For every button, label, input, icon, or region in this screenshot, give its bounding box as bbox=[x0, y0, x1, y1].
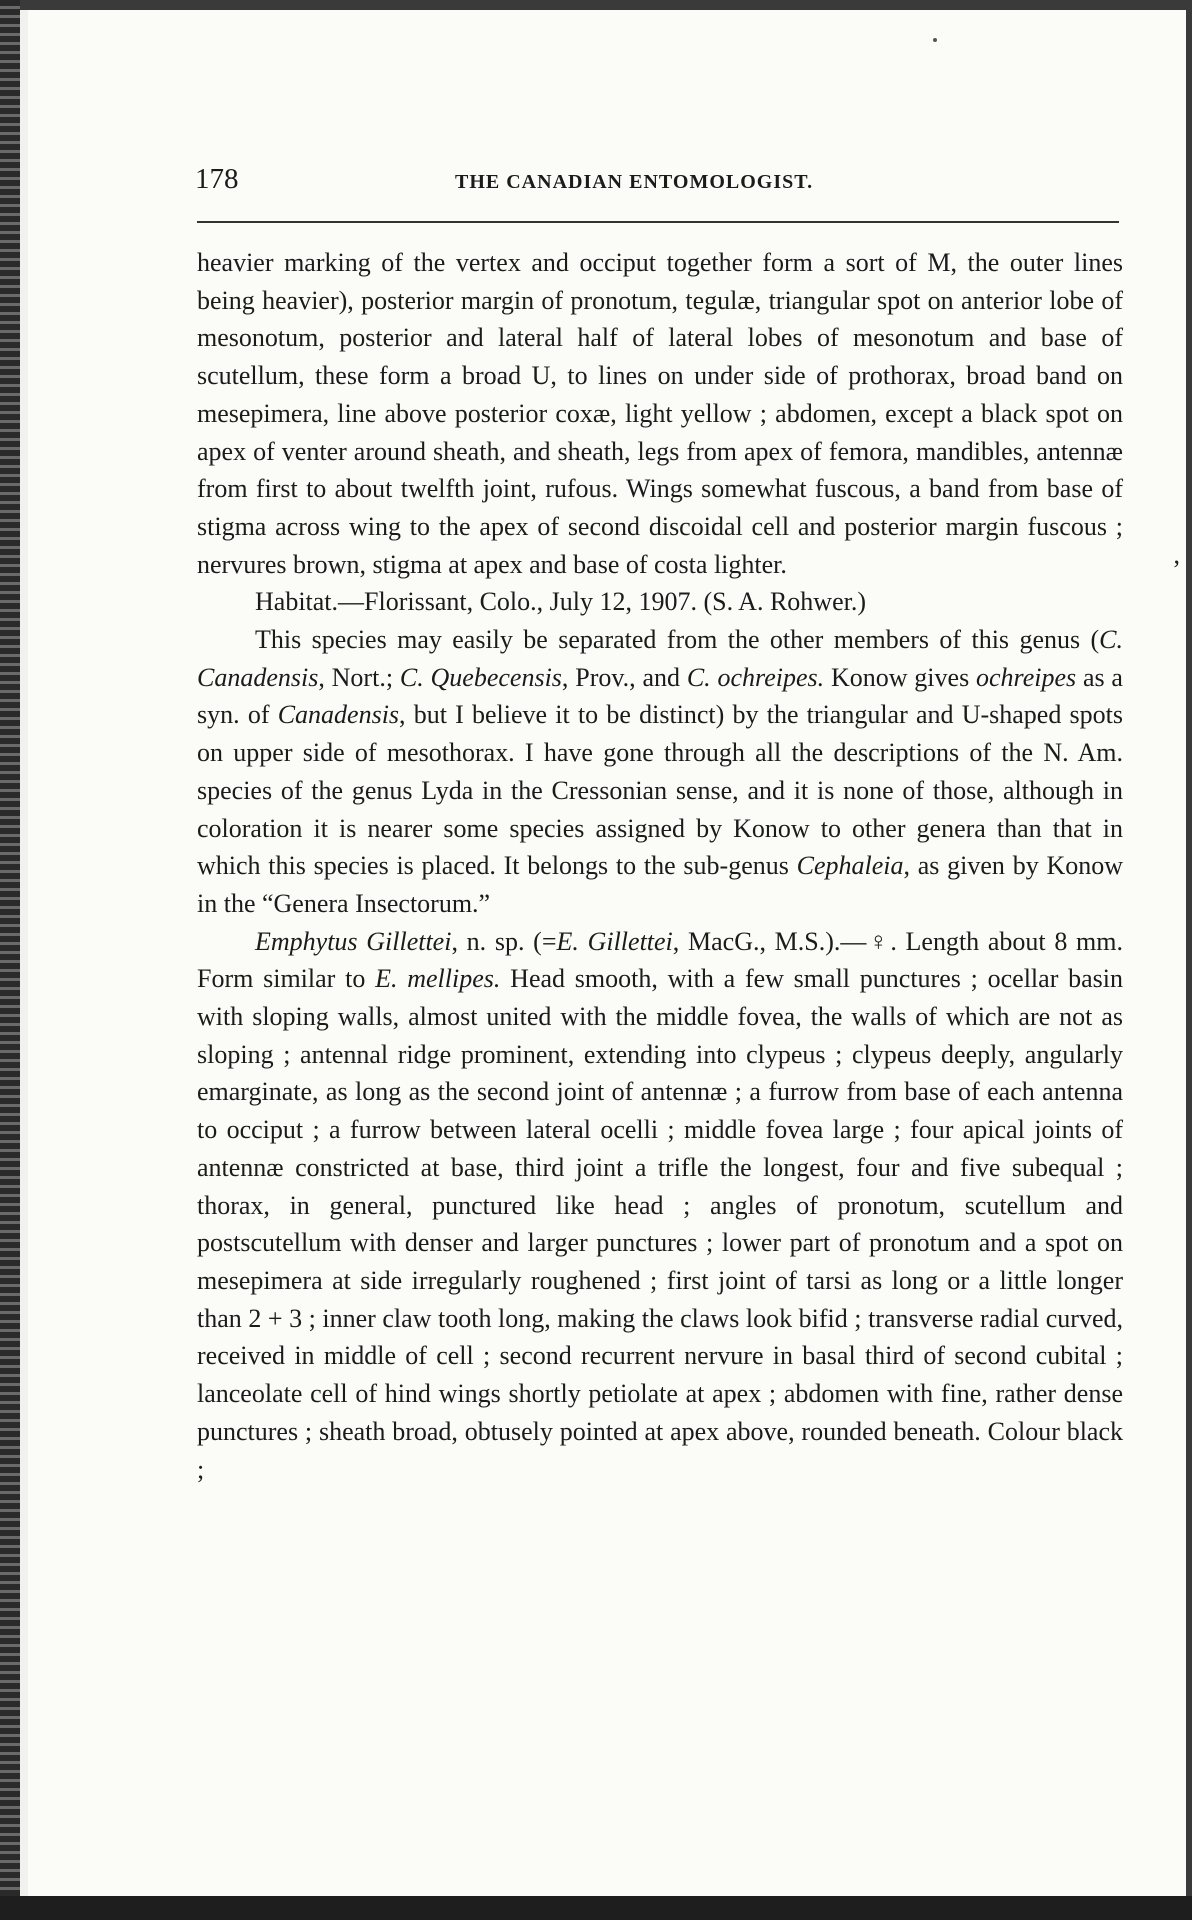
text-run: , n. sp. (= bbox=[451, 926, 557, 956]
italic-taxon: E. Gillettei bbox=[556, 926, 673, 956]
text-run: heavier marking of the vertex and occiput together form a sort of M, the outer lines being heavier), posterior margin of pronotum, tegulæ, triangular spot on anterior lobe of mesonotum, posterior and lateral half of lateral lobes of mesonotum and base of scutellum, these form a broad U, to lines on under side of prothorax, broad band on mesepimera, line above posterior coxæ, light yellow ; abdomen, except a black spot on apex of venter around sheath, and sheath, legs from apex of femora, mandibles, antennæ from first to about twelfth joint, rufous. Wings somewhat fuscous, a band from base of stigma across wing to the apex of second discoidal cell and posterior margin fuscous ; nervures brown, stigma at apex and base of costa lighter. bbox=[197, 248, 1123, 579]
body-text bbox=[197, 244, 1123, 1488]
text-run: , as given by Konow in the “Genera Insectorum.” bbox=[197, 851, 1123, 918]
paragraph-continued-description bbox=[197, 244, 1123, 583]
italic-taxon: Cephaleia bbox=[796, 851, 904, 881]
italic-taxon: E. mellipes. bbox=[375, 964, 501, 994]
scan-border-bottom bbox=[0, 1896, 1192, 1920]
text-run: Colour black ; bbox=[197, 1416, 1124, 1484]
scan-border-right bbox=[1186, 0, 1192, 1920]
text-run: This species may easily be separated from the other members of this genus ( bbox=[255, 625, 1100, 655]
margin-mark: , bbox=[1173, 540, 1180, 569]
scan-border-left bbox=[0, 0, 20, 1920]
scan-border-top bbox=[0, 0, 1192, 10]
italic-taxon: Emphytus Gillettei bbox=[255, 926, 452, 956]
text-run: Head smooth, with a few small punctures ; ocellar basin with sloping walls, almost united with the middle fovea, the walls of which are not as sloping ; antennal ridge prominent, extending into clypeus ; clypeus deeply, angularly emarginate, as long as the second joint of antennæ ; a furrow from base of each antenna to occiput ; a furrow between lateral ocelli ; middle fovea large ; four apical joints of antennæ constricted at base, third joint a trifle the longest, four and five subequal ; thorax, in general, punctured like head ; angles of pronotum, scutellum and postscutellum with denser and larger punctures ; lower part of pronotum and a spot on mesepimera at side irregularly roughened ; first joint of tarsi as long or a little longer than 2 + 3 ; inner claw tooth long, making the claws look bifid ; transverse radial curved, received in middle of cell ; second recurrent nervure in basal third of second cubital ; lanceolate cell of hind wings shortly petiolate at apex ; abdomen with fine, rather dense punctures ; sheath broad, obtusely pointed at apex above, rounded beneath. bbox=[197, 964, 1124, 1446]
text-run: , MacG., M.S.).—♀. Length about 8 mm. Form similar to bbox=[197, 926, 1123, 994]
text-run: Habitat.—Florissant, Colo., July 12, 1907. (S. A. Rohwer.) bbox=[255, 587, 866, 617]
text-run: , Nort.; bbox=[318, 662, 400, 692]
header-rule bbox=[197, 221, 1119, 223]
paragraph-habitat bbox=[197, 583, 1123, 621]
italic-taxon: ochreipes bbox=[976, 662, 1077, 692]
text-run: , but I believe it to be distinct) by the triangular and U-shaped spots on upper side of mesothorax. I have gone through all the descriptions of the N. Am. species of the genus Lyda in the Cressonian sense, and it is none of those, although in coloration it is nearer some species assigned by Konow to other genera than that in which this species is placed. It belongs to the sub-genus bbox=[197, 700, 1123, 881]
page-header bbox=[195, 163, 1125, 203]
text-run: , Prov., and bbox=[561, 662, 687, 692]
italic-taxon: C. Quebecensis bbox=[399, 662, 562, 692]
page-number: 178 bbox=[195, 163, 239, 195]
italic-taxon: Canadensis bbox=[277, 700, 400, 730]
italic-taxon: C. Canadensis bbox=[197, 625, 1123, 692]
text-run: as a syn. of bbox=[197, 662, 1123, 730]
paragraph-species-comparison bbox=[197, 621, 1123, 923]
italic-taxon: C. ochreipes. bbox=[686, 662, 825, 692]
paragraph-emphytus-description bbox=[197, 923, 1123, 1489]
text-run: Konow gives bbox=[824, 662, 977, 692]
scan-speck bbox=[933, 38, 937, 42]
running-title: THE CANADIAN ENTOMOLOGIST. bbox=[455, 171, 814, 193]
